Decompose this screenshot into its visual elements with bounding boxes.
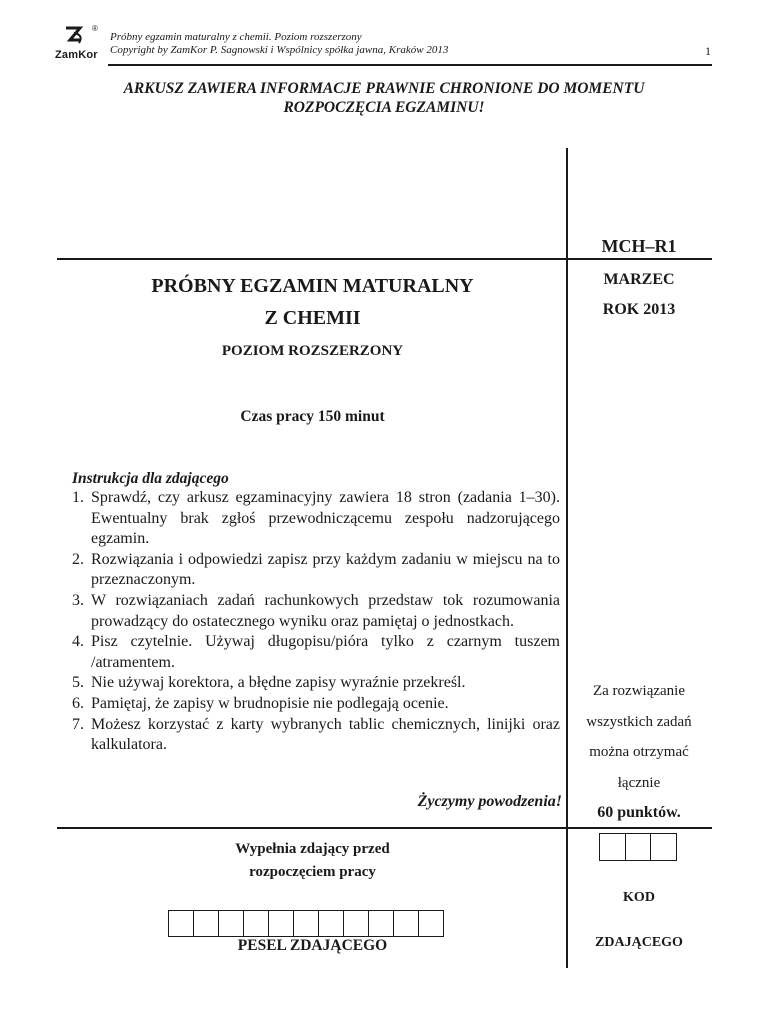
instruction-number: 3. xyxy=(72,591,84,609)
warning-line-2: ROZPOCZĘCIA EGZAMINU! xyxy=(283,99,485,116)
points-line: można otrzymać xyxy=(589,744,689,760)
warning-line-1: ARKUSZ ZAWIERA INFORMACJE PRAWNIE CHRONIONE DO MOMENTU xyxy=(123,80,645,97)
title-rule xyxy=(57,258,712,260)
points-line: wszystkich zadań xyxy=(586,713,692,730)
header-title: Próbny egzamin maturalny z chemii. Poziom rozszerzony xyxy=(110,31,362,43)
instruction-text: Pamiętaj, że zapisy w brudnopisie nie podlegają ocenie. xyxy=(91,694,449,712)
pesel-digit-box[interactable] xyxy=(344,911,369,936)
fill-instruction-line-1: Wypełnia zdający przed xyxy=(235,841,390,857)
pesel-digit-box[interactable] xyxy=(169,911,194,936)
instructions-list xyxy=(72,488,560,756)
pesel-digit-box[interactable] xyxy=(194,911,219,936)
instruction-text: Nie używaj korektora, a błędne zapisy wyraźnie przekreśl. xyxy=(91,674,466,692)
points-line: Za rozwiązanie xyxy=(592,683,686,699)
points-total: 60 punktów. xyxy=(597,804,681,821)
pesel-digit-box[interactable] xyxy=(244,911,269,936)
warning-notice xyxy=(60,79,708,117)
exam-month: MARZEC xyxy=(603,271,675,288)
instruction-text: Sprawdź, czy arkusz egzaminacyjny zawiera 18 stron (zadania 1–30). Ewentualny brak zgłoś przewodniczącemu zespołu nadzorującego egzamin. xyxy=(91,489,560,548)
exam-code: MCH–R1 xyxy=(601,236,677,256)
instruction-item xyxy=(72,673,560,694)
instruction-item xyxy=(72,591,560,632)
header-copyright: Copyright by ZamKor P. Sagnowski i Wspólnicy spółka jawna, Kraków 2013 xyxy=(110,44,449,56)
instruction-number: 6. xyxy=(72,694,84,712)
instruction-number: 2. xyxy=(72,550,84,568)
instruction-text: W rozwiązaniach zadań rachunkowych przedstaw tok rozumowania prowadzący do ostatecznego wyniku oraz pamiętaj o jednostkach. xyxy=(91,591,560,630)
instruction-item xyxy=(72,694,560,715)
code-digit-box[interactable] xyxy=(651,834,677,860)
registered-mark: ® xyxy=(92,24,98,33)
logo-text: ZamKor xyxy=(55,49,98,61)
exam-level: POZIOM ROZSZERZONY xyxy=(221,343,404,359)
instruction-item xyxy=(72,715,560,756)
instruction-number: 7. xyxy=(72,715,84,733)
student-code-label-1: KOD xyxy=(623,890,655,905)
pesel-digit-box[interactable] xyxy=(419,911,444,936)
student-code-label-2: ZDAJĄCEGO xyxy=(595,935,683,950)
pesel-digit-box[interactable] xyxy=(394,911,419,936)
fill-instruction xyxy=(60,838,565,884)
page-number: 1 xyxy=(705,44,711,58)
fill-instruction-line-2: rozpoczęciem pracy xyxy=(249,864,376,880)
instruction-item xyxy=(72,488,560,550)
pesel-input-boxes[interactable] xyxy=(168,910,444,937)
instruction-item xyxy=(72,550,560,591)
good-luck-wish: Życzymy powodzenia! xyxy=(417,793,562,810)
exam-title-line-1: PRÓBNY EGZAMIN MATURALNY xyxy=(151,275,474,297)
instruction-number: 4. xyxy=(72,633,84,651)
code-digit-box[interactable] xyxy=(600,834,626,860)
header-rule xyxy=(108,64,712,66)
code-digit-box[interactable] xyxy=(626,834,652,860)
instruction-text: Rozwiązania i odpowiedzi zapisz przy każdym zadaniu w miejscu na to przeznaczonym. xyxy=(91,550,560,589)
column-divider xyxy=(566,148,568,968)
exam-title-line-2: Z CHEMII xyxy=(264,307,361,329)
exam-year: ROK 2013 xyxy=(602,301,676,318)
pesel-digit-box[interactable] xyxy=(269,911,294,936)
points-line: łącznie xyxy=(617,774,661,791)
instruction-number: 5. xyxy=(72,674,84,692)
instructions-heading: Instrukcja dla zdającego xyxy=(72,470,229,487)
pesel-digit-box[interactable] xyxy=(294,911,319,936)
pesel-digit-box[interactable] xyxy=(369,911,394,936)
pesel-digit-box[interactable] xyxy=(219,911,244,936)
points-info xyxy=(569,676,709,829)
student-code-input-boxes[interactable] xyxy=(599,833,677,861)
pesel-digit-box[interactable] xyxy=(319,911,344,936)
instruction-text: Pisz czytelnie. Używaj długopisu/pióra tylko z czarnym tuszem /atramentem. xyxy=(91,633,560,671)
instruction-item xyxy=(72,632,560,673)
pesel-label: PESEL ZDAJĄCEGO xyxy=(237,937,388,954)
exam-duration: Czas pracy 150 minut xyxy=(240,408,385,425)
instruction-number: 1. xyxy=(72,489,84,506)
instruction-text: Możesz korzystać z karty wybranych tablic chemicznych, linijki oraz kalkulatora. xyxy=(91,715,560,754)
